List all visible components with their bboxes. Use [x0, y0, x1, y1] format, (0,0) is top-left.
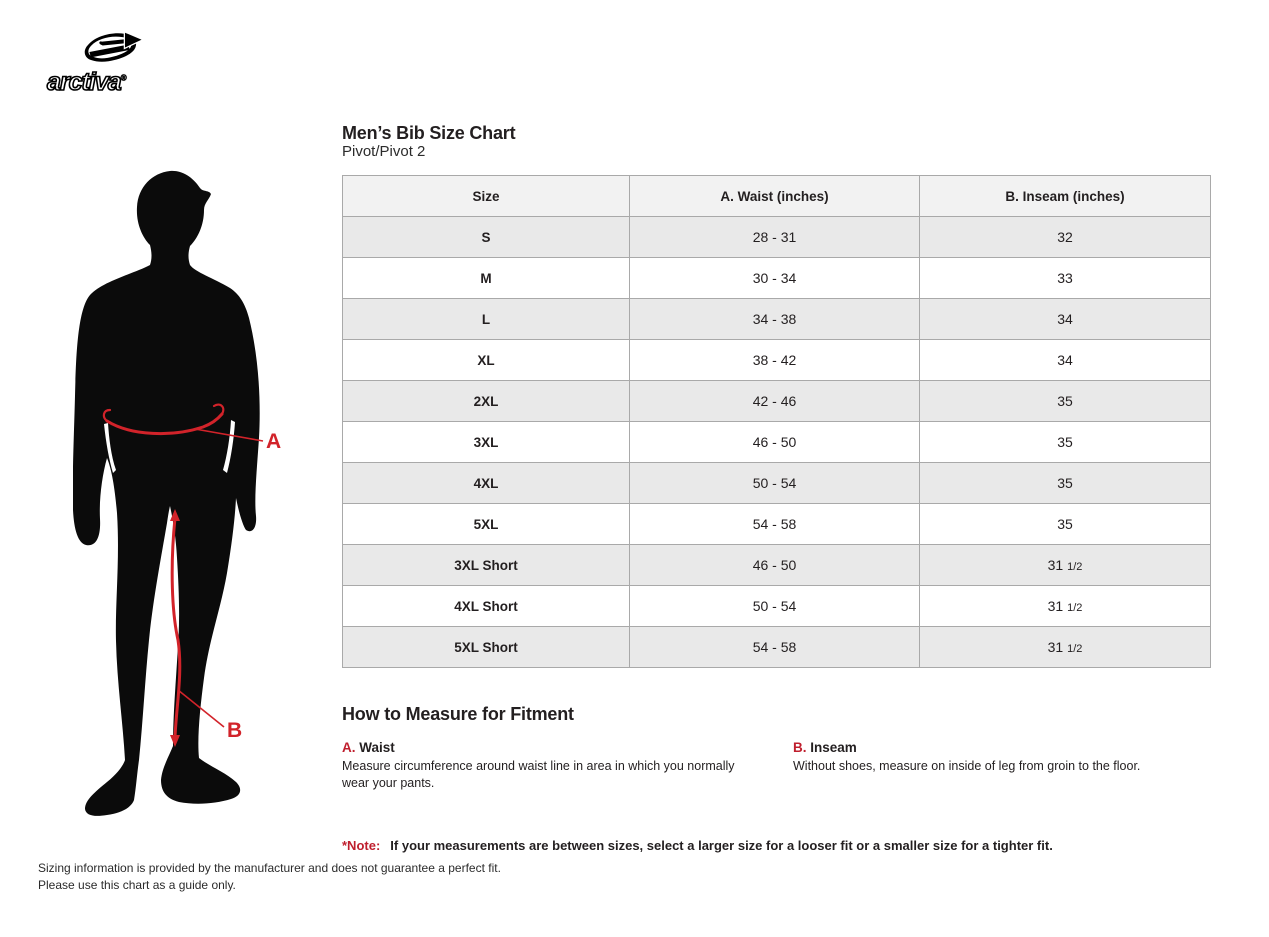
size-cell: M [343, 258, 630, 299]
measure-key-b: B. [793, 740, 807, 755]
arctiva-arrow-icon [83, 28, 147, 68]
inseam-cell: 35 [920, 463, 1211, 504]
measure-label-waist [342, 740, 793, 755]
size-cell: 5XL [343, 504, 630, 545]
inseam-cell: 34 [920, 340, 1211, 381]
size-cell: L [343, 299, 630, 340]
size-cell: 2XL [343, 381, 630, 422]
column-header-waist: A. Waist (inches) [630, 176, 920, 217]
table-row [343, 504, 1211, 545]
waist-cell: 54 - 58 [630, 627, 920, 668]
inseam-cell: 35 [920, 381, 1211, 422]
note-label: *Note: [342, 837, 381, 853]
measure-item-inseam [793, 740, 1210, 792]
size-cell: 5XL Short [343, 627, 630, 668]
inseam-cell: 34 [920, 299, 1211, 340]
column-header-size: Size [343, 176, 630, 217]
registered-mark: ® [120, 73, 126, 83]
measure-description-inseam: Without shoes, measure on inside of leg from groin to the floor. [793, 759, 1141, 773]
waist-cell: 46 - 50 [630, 422, 920, 463]
waist-cell: 28 - 31 [630, 217, 920, 258]
table-row [343, 422, 1211, 463]
measure-key-a: A. [342, 740, 356, 755]
brand-wordmark: arctiva® [47, 68, 126, 96]
product-subtitle: Pivot/Pivot 2 [342, 143, 426, 160]
measure-section-heading: How to Measure for Fitment [342, 704, 574, 724]
waist-cell: 50 - 54 [630, 463, 920, 504]
table-header-row [343, 176, 1211, 217]
inseam-cell: 33 [920, 258, 1211, 299]
column-header-inseam: B. Inseam (inches) [920, 176, 1211, 217]
inseam-label-b: B [227, 719, 243, 742]
table-row [343, 586, 1211, 627]
measure-item-waist [342, 740, 793, 792]
table-row [343, 627, 1211, 668]
table-row [343, 299, 1211, 340]
inseam-cell: 32 [920, 217, 1211, 258]
inseam-cell: 35 [920, 504, 1211, 545]
sizing-note [342, 838, 1210, 853]
note-text: If your measurements are between sizes, select a larger size for a looser fit or a smaller size for a tighter fit. [390, 837, 1053, 853]
table-row [343, 340, 1211, 381]
waist-cell: 54 - 58 [630, 504, 920, 545]
page-title: Men’s Bib Size Chart [342, 123, 516, 143]
waist-cell: 38 - 42 [630, 340, 920, 381]
table-row [343, 381, 1211, 422]
table-row [343, 545, 1211, 586]
size-cell: S [343, 217, 630, 258]
table-row [343, 463, 1211, 504]
brand-logo [47, 28, 187, 95]
disclaimer-line-2: Please use this chart as a guide only. [38, 877, 236, 892]
waist-cell: 50 - 54 [630, 586, 920, 627]
size-cell: 4XL Short [343, 586, 630, 627]
waist-cell: 30 - 34 [630, 258, 920, 299]
size-chart-section [342, 123, 1210, 853]
size-chart-table [342, 175, 1211, 668]
table-row [343, 258, 1211, 299]
inseam-cell: 35 [920, 422, 1211, 463]
waist-cell: 46 - 50 [630, 545, 920, 586]
male-silhouette-illustration [73, 168, 313, 828]
measure-label-inseam [793, 740, 1210, 755]
table-row [343, 217, 1211, 258]
size-cell: 3XL [343, 422, 630, 463]
inseam-cell: 31 1/2 [920, 586, 1211, 627]
inseam-cell: 31 1/2 [920, 545, 1211, 586]
size-cell: 4XL [343, 463, 630, 504]
size-cell: XL [343, 340, 630, 381]
measure-name-waist: Waist [359, 740, 395, 755]
waist-label-a: A [266, 430, 282, 453]
disclaimer-line-1: Sizing information is provided by the manufacturer and does not guarantee a perfect fit. [38, 861, 501, 875]
measure-name-inseam: Inseam [810, 740, 857, 755]
disclaimer-footer [38, 860, 501, 893]
waist-cell: 42 - 46 [630, 381, 920, 422]
inseam-cell: 31 1/2 [920, 627, 1211, 668]
waist-cell: 34 - 38 [630, 299, 920, 340]
measurement-figure [73, 168, 313, 828]
measure-instructions [342, 740, 1210, 792]
measure-description-waist: Measure circumference around waist line in area in which you normally wear your pants. [342, 759, 735, 790]
size-cell: 3XL Short [343, 545, 630, 586]
size-table-body [343, 217, 1211, 668]
